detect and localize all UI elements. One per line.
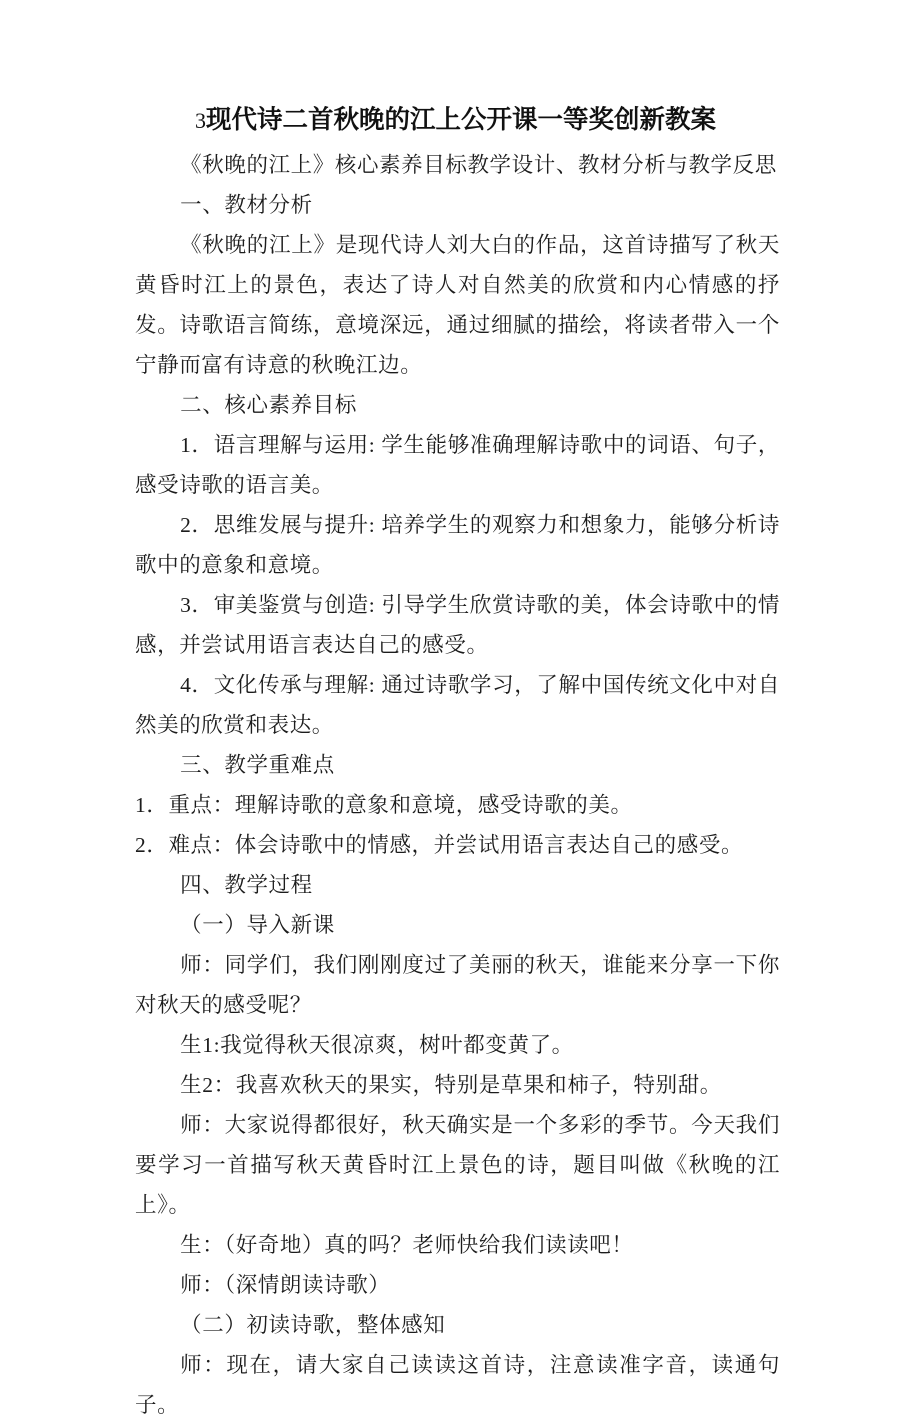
dialogue-line-teacher-1: 师：同学们，我们刚刚度过了美丽的秋天，谁能来分享一下你对秋天的感受呢？: [135, 953, 780, 1017]
subsection-heading-4-1: （一）导入新课: [180, 913, 335, 937]
dialogue-line-teacher-2: 师：大家说得都很好，秋天确实是一个多彩的季节。今天我们要学习一首描写秋天黄昏时江上景色的诗，题目叫做《秋晚的江上》。: [135, 1113, 780, 1217]
section-3-item-1: 1．重点：理解诗歌的意象和意境，感受诗歌的美。: [135, 793, 633, 817]
section-2-item-3: 3．审美鉴赏与创造: 引导学生欣赏诗歌的美，体会诗歌中的情感，并尝试用语言表达自己的感受。: [135, 593, 780, 657]
section-1-paragraph-1: 《秋晚的江上》是现代诗人刘大白的作品，这首诗描写了秋天黄昏时江上的景色，表达了诗人对自然美的欣赏和内心情感的抒发。诗歌语言简练，意境深远，通过细腻的描绘，将读者带入一个宁静而富有诗意的秋晚江边。: [135, 233, 780, 377]
dialogue-line-student-3: 生：（好奇地）真的吗？老师快给我们读读吧！: [180, 1233, 634, 1257]
section-heading-3: 三、教学重难点: [180, 753, 335, 777]
dialogue-line-teacher-4: 师：现在，请大家自己读读这首诗，注意读准字音，读通句子。: [135, 1353, 780, 1417]
title-text: 现代诗二首秋晚的江上公开课一等奖创新教案: [206, 105, 717, 135]
dialogue-line-student-2: 生2：我喜欢秋天的果实，特别是草果和柿子，特别甜。: [180, 1073, 722, 1097]
document-subtitle: 《秋晚的江上》核心素养目标教学设计、教材分析与教学反思: [180, 153, 777, 177]
section-2-item-1: 1．语言理解与运用: 学生能够准确理解诗歌中的词语、句子，感受诗歌的语言美。: [135, 433, 780, 497]
section-2-item-4: 4．文化传承与理解: 通过诗歌学习，了解中国传统文化中对自然美的欣赏和表达。: [135, 673, 780, 737]
section-heading-4: 四、教学过程: [180, 873, 313, 897]
page-title: [135, 100, 780, 141]
section-3-item-2: 2．难点：体会诗歌中的情感，并尝试用语言表达自己的感受。: [135, 833, 744, 857]
subsection-heading-4-2: （二）初读诗歌，整体感知: [180, 1313, 446, 1337]
dialogue-line-teacher-3: 师：（深情朗读诗歌）: [180, 1273, 391, 1297]
title-leading-number: 3: [195, 108, 206, 133]
section-2-item-2: 2．思维发展与提升: 培养学生的观察力和想象力，能够分析诗歌中的意象和意境。: [135, 513, 780, 577]
section-heading-1: 一、教材分析: [180, 193, 313, 217]
section-heading-2: 二、核心素养目标: [180, 393, 357, 417]
dialogue-line-student-1: 生1:我觉得秋天很凉爽，树叶都变黄了。: [180, 1033, 574, 1057]
